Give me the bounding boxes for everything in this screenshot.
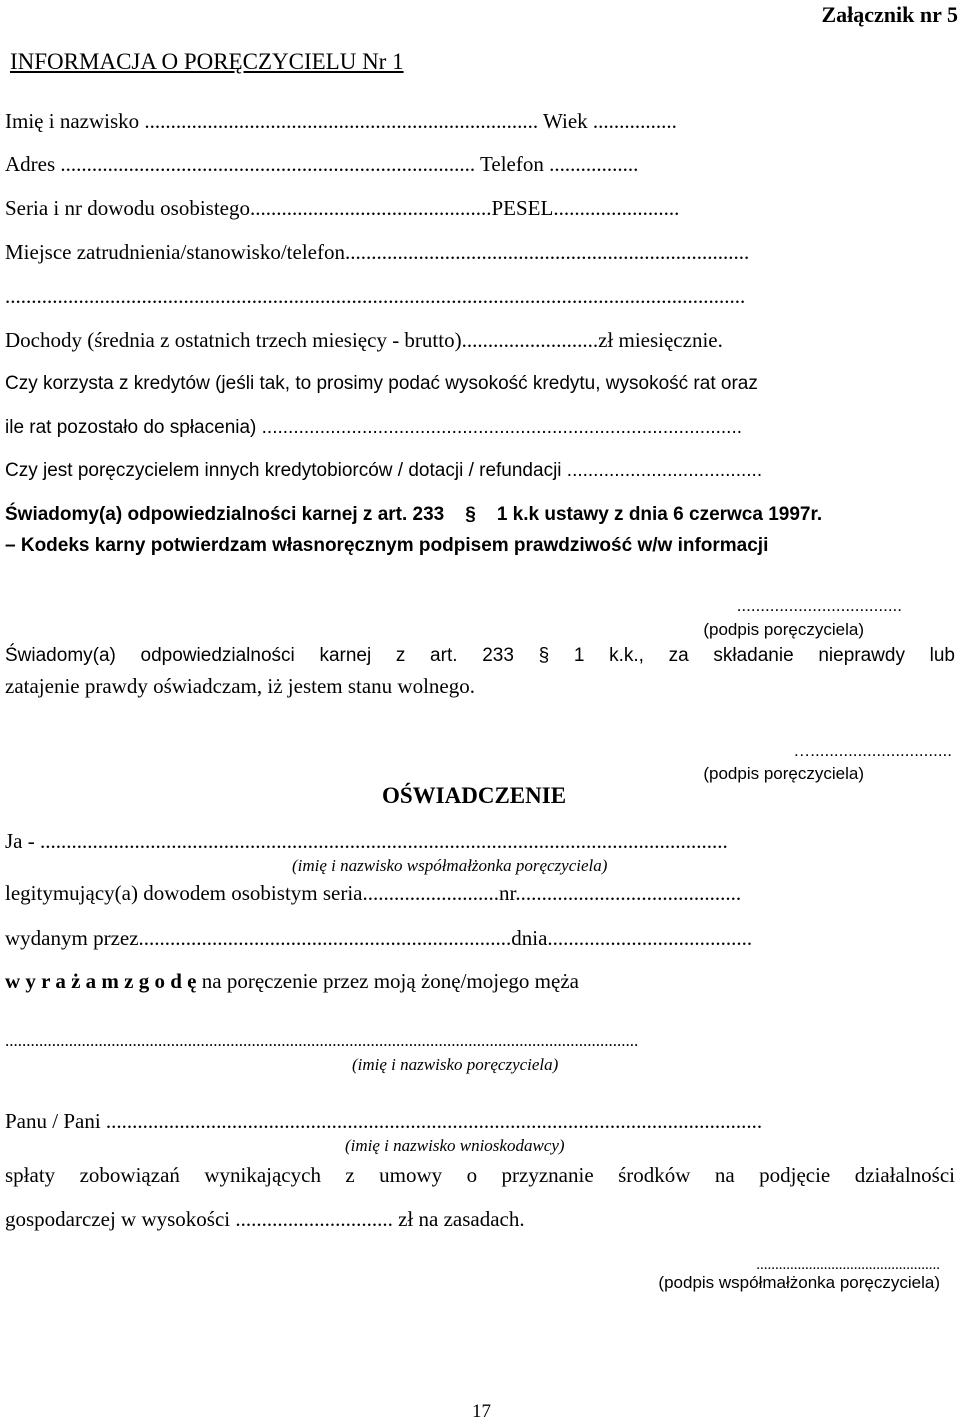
declarant-name-field[interactable]: Ja - ................................................................................................................................... xyxy=(5,829,728,853)
statement-liability-1-a: Świadomy(a) odpowiedzialności karnej z art. 233 xyxy=(5,504,445,525)
credit-question: Czy korzysta z kredytów (jeśli tak, to prosimy podać wysokość kredytu, wysokość rat oraz xyxy=(5,373,758,394)
signature-dots-2[interactable]: ….............................. xyxy=(793,741,952,760)
declaration-title: OŚWIADCZENIE xyxy=(382,783,567,808)
spouse-signature-dots[interactable]: ................................................. xyxy=(756,1257,940,1273)
repayment-line-1: spłaty zobowiązań wynikających z umowy o przyznanie środków na podjęcie działalności xyxy=(5,1163,955,1187)
id-document-field[interactable]: Seria i nr dowodu osobistego..............................................PESEL........................ xyxy=(5,196,680,220)
issued-by-field[interactable]: wydanym przez.......................................................................dnia....................................... xyxy=(5,926,753,950)
statement-liability-2 xyxy=(5,643,955,669)
employment-field[interactable]: Miejsce zatrudnienia/stanowisko/telefon............................................................................. xyxy=(5,240,750,264)
statement-liability-1-b: 1 k.k ustawy z dnia 6 czerwca 1997r. xyxy=(496,504,823,525)
section-sign-icon: § xyxy=(538,645,550,666)
page-title: INFORMACJA O PORĘCZYCIELU Nr 1 xyxy=(10,49,404,74)
statement-liability-2-a: Świadomy(a) odpowiedzialności karnej z art. 233 xyxy=(5,645,514,666)
section-sign-icon: § xyxy=(465,504,476,525)
signature-dots-1[interactable]: ................................... xyxy=(736,596,902,615)
statement-liability-1-line2: – Kodeks karny potwierdzam własnoręcznym podpisem prawdziwość w/w informacji xyxy=(5,535,769,556)
repayment-line-2[interactable]: gospodarczej w wysokości .............................. zł na zasadach. xyxy=(5,1207,525,1231)
address-field[interactable]: Adres ............................................................................... Telefon ................. xyxy=(5,152,639,176)
income-field[interactable]: Dochody (średnia z ostatnich trzech miesięcy - brutto)..........................zł miesięcznie. xyxy=(5,328,723,352)
consent-strong: w y r a ż a m z g o d ę xyxy=(5,969,197,993)
statement-liability-1 xyxy=(5,502,822,528)
guarantor-name-label: (imię i nazwisko poręczyciela) xyxy=(352,1055,559,1074)
id-series-field[interactable]: legitymujący(a) dowodem osobistym seria..........................nr........................................... xyxy=(5,881,742,905)
signature-label-1: (podpis poręczyciela) xyxy=(703,620,864,639)
employment-field-continued[interactable]: ............................................................................................................................................. xyxy=(5,284,746,308)
spouse-signature-label: (podpis współmałżonka poręczyciela) xyxy=(658,1273,940,1292)
annex-label: Załącznik nr 5 xyxy=(821,2,958,27)
applicant-field[interactable]: Panu / Pani ............................................................................................................................. xyxy=(5,1109,763,1133)
statement-liability-2-line2: zatajenie prawdy oświadczam, iż jestem stanu wolnego. xyxy=(5,674,475,698)
page-number: 17 xyxy=(472,1401,491,1422)
applicant-name-label: (imię i nazwisko wnioskodawcy) xyxy=(345,1136,565,1155)
signature-label-2: (podpis poręczyciela) xyxy=(703,764,864,783)
guarantor-question[interactable]: Czy jest poręczycielem innych kredytobiorców / dotacji / refundacji ..................................... xyxy=(5,460,763,481)
credit-question-answer[interactable]: ile rat pozostało do spłacenia) ........................................................................................... xyxy=(5,417,743,438)
spouse-name-label: (imię i nazwisko współmałżonka poręczyciela) xyxy=(292,856,608,875)
consent-rest: na poręczenie przez moją żonę/mojego męża xyxy=(196,969,579,993)
statement-liability-2-b: 1 k.k., za składanie nieprawdy lub xyxy=(573,645,955,666)
name-field[interactable]: Imię i nazwisko ........................................................................... Wiek ................ xyxy=(5,109,677,133)
consent-line xyxy=(5,968,579,994)
guarantor-name-dots[interactable]: ..................................................................................................................................................... xyxy=(5,1031,639,1050)
